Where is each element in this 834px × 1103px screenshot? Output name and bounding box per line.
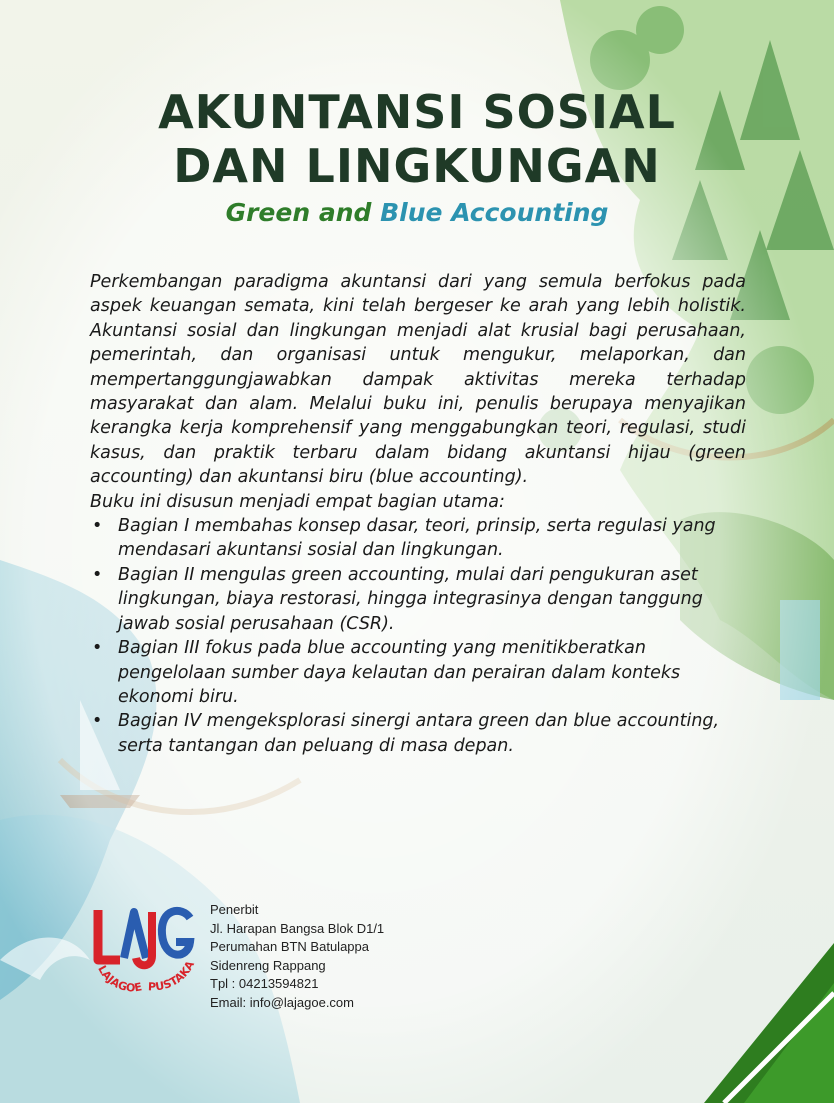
- publisher-logo: [90, 898, 200, 998]
- title-line-1: AKUNTANSI SOSIAL: [158, 85, 676, 139]
- logo-text-left: LAJAGOE: [95, 963, 144, 995]
- publisher-phone: Tpl : 04213594821: [210, 976, 319, 992]
- logo-text-right: PUSTAKA: [147, 958, 198, 994]
- blurb-paragraph: Perkembangan paradigma akuntansi dari yang semula berfokus pada aspek keuangan semata, kini telah bergeser ke arah yang lebih holistik. Akuntansi sosial dan lingkungan menjadi alat krusial bagi perusahaan, pemerintah, dan organisasi untuk mengukur, melaporkan, dan mempertanggungjawabkan dampak aktivitas mereka terhadap masyarakat dan alam. Melalui buku ini, penulis berupaya menyajikan kerangka kerja komprehensif yang menggabungkan teori, regulasi, studi kasus, dan praktik terbaru dalam bidang akuntansi hijau (green accounting) dan akuntansi biru (blue accounting).: [90, 272, 746, 488]
- publisher-info: [210, 901, 384, 1013]
- svg-text:PUSTAKA: [148, 958, 197, 993]
- subtitle: [0, 198, 834, 227]
- svg-text:LAJAGOE: [95, 963, 143, 994]
- list-item: • Bagian I membahas konsep dasar, teori, prinsip, serta regulasi yang mendasari akuntansi sosial dan lingkungan.: [118, 514, 746, 563]
- list-item: • Bagian II mengulas green accounting, mulai dari pengukuran aset lingkungan, biaya restorasi, hingga integrasinya dengan tanggung jawab sosial perusahaan (CSR).: [118, 563, 746, 636]
- subtitle-green: Green and: [225, 198, 372, 227]
- publisher-address-3: Sidenreng Rappang: [210, 957, 326, 973]
- subtitle-blue: Blue Accounting: [380, 198, 609, 227]
- parts-list: [90, 514, 746, 758]
- publisher-address-2: Perumahan BTN Batulappa: [210, 939, 369, 955]
- blurb-intro: Buku ini disusun menjadi empat bagian utama:: [90, 491, 505, 512]
- list-item: • Bagian IV mengeksplorasi sinergi antara green dan blue accounting, serta tantangan dan peluang di masa depan.: [118, 709, 746, 758]
- title-line-2: DAN LINGKUNGAN: [173, 139, 661, 193]
- blurb: [90, 270, 746, 758]
- list-item: • Bagian III fokus pada blue accounting yang menitikberatkan pengelolaan sumber daya kelautan dan perairan dalam konteks ekonomi biru.: [118, 636, 746, 709]
- publisher-address-1: Jl. Harapan Bangsa Blok D1/1: [210, 920, 385, 936]
- publisher-email: Email: info@lajagoe.com: [210, 994, 354, 1010]
- publisher-label: Penerbit: [210, 902, 259, 917]
- corner-accent: [684, 943, 834, 1103]
